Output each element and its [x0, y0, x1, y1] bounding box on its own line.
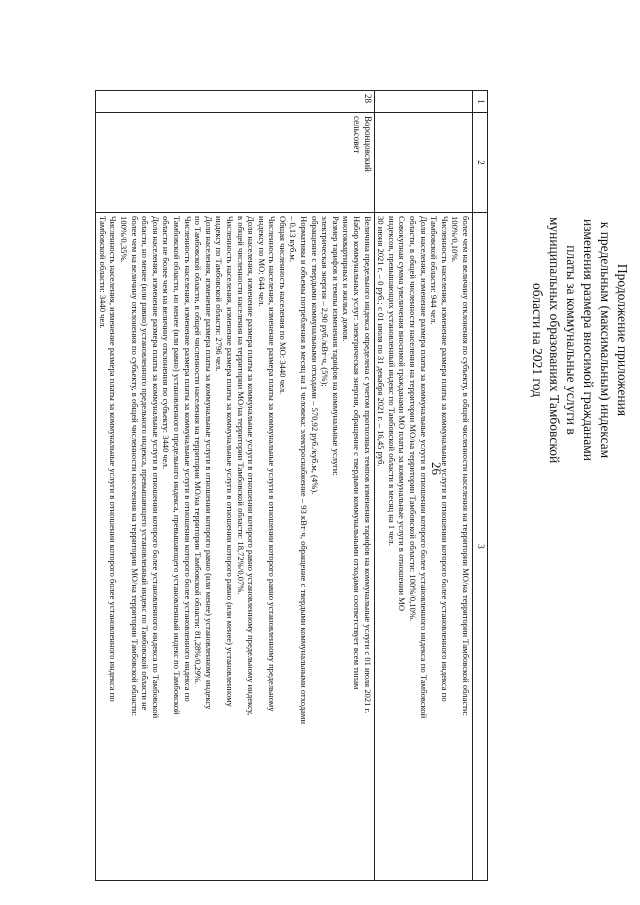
description-line: по Тамбовской области, в общей численности населения на территории МО/на территории Тамбовской области: 81,28%/0,29%.	[193, 216, 204, 685]
row-description-cell	[96, 213, 374, 881]
description-line: Численность населения, изменение размера платы за коммунальные услуги в отношении которого более установленного индекса по	[439, 216, 450, 702]
header-line-4: платы за коммунальные услуги в	[564, 245, 579, 435]
header-line-2: к предельным (максимальным) индексам	[598, 221, 613, 459]
appendix-header	[529, 90, 631, 590]
col-header-3: 3	[473, 213, 488, 881]
description-line: области не более чем на величину отклонения по субъекту: 3440 чел.	[161, 216, 172, 470]
description-line: индексу по МО: 644 чел.	[256, 216, 267, 307]
table-row	[96, 91, 374, 881]
description-line: электрическая энергия – 2,90 руб./кВт·ч, (5%);	[320, 216, 331, 387]
description-line: Доля населения, изменение размера платы за коммунальные услуги в отношении которого более установленного индекса по Тамбовской	[418, 216, 429, 719]
description-line: Тамбовской области: 944 чел.	[429, 216, 440, 325]
col-header-1: 1	[473, 91, 488, 113]
table-header-row	[473, 91, 488, 881]
description-line: обращение с твердыми коммунальными отходами – 570,92 руб./куб.м, (4%).	[309, 216, 320, 495]
description-line: Размер тарифов и темпы изменения тарифов на коммунальные услуги:	[330, 216, 341, 476]
description-line: Нормативы и объемы потребления в месяц на 1 человека: электроснабжение – 93 кВт·ч, обращение с твердыми коммунальными отходами	[299, 216, 310, 725]
indices-table	[95, 90, 488, 881]
row-number-cell	[374, 91, 472, 113]
description-line: Доля населения, изменение размера платы за коммунальные услуги в отношении которого равно установленному предельному индексу,	[246, 216, 257, 716]
row-description-cell	[374, 213, 472, 881]
header-line-1: Продолжение приложения	[615, 263, 630, 417]
description-line: Численность населения, изменение размера платы за коммунальные услуги в отношении которого более установленного индекса по	[108, 216, 119, 702]
description-line: более чем на величину отклонения по субъекту, в общей численности населения на территории МО/на территории Тамбовской области:	[129, 216, 140, 716]
description-line: области, в общей численности населения на территории МО/на территории Тамбовской области: 100%/0,10%.	[408, 216, 419, 622]
municipality-name-line-1: Воронцовский	[362, 116, 373, 172]
description-line: Совокупная сумма увеличения вносимой гражданами МО платы за коммунальные услуги в отношении МО	[397, 216, 408, 612]
description-line: многоквартирных и жилых домов.	[341, 216, 352, 342]
description-line: Численность населения, изменение размера платы за коммунальные услуги в отношении которого равно (или менее) установленному	[224, 216, 235, 707]
row-name-cell	[96, 113, 374, 213]
description-line: области, но менее (или равно) установленного предельного индекса, превышающего установленный индекс по Тамбовской области не	[140, 216, 151, 711]
table-row	[374, 91, 472, 881]
description-line: Набор коммунальных услуг: электрическая энергия, обращение с твердыми коммунальными отходами соответствует всем типам	[352, 216, 363, 690]
description-line: Общая численность населения по МО: 3440 чел.	[277, 216, 288, 395]
header-line-3: изменения размера вносимой гражданами	[581, 219, 596, 461]
description-line: индексу по Тамбовской области: 2796 чел.	[214, 216, 225, 372]
description-line: более чем на величину отклонения по субъекту, в общей численности населения на территории МО/на территории Тамбовской области:	[461, 216, 471, 716]
header-line-6: области на 2021 год	[530, 283, 545, 397]
header-line-5: муниципальных образованиях Тамбовской	[547, 216, 562, 464]
description-line: 100%/0,10%.	[450, 216, 461, 263]
page-number: 26	[429, 462, 444, 475]
description-line: Тамбовской области: 3440 чел.	[97, 216, 108, 329]
description-line: 30 июня 2021 г. – 0 руб.; с 01 июля по 31 декабря 2021 г. – 16,45 руб.	[376, 216, 387, 467]
description-line: 100%/0,35%.	[119, 216, 129, 263]
col-header-2: 2	[473, 113, 488, 213]
description-line: – 0,13 куб.м.	[288, 216, 299, 262]
description-line: Величина предельного индекса определена с учетом прогнозных темпов изменения тарифов на коммунальные услуги с 01 июля 2021 г.	[362, 216, 373, 714]
description-line: Численность населения, изменение размера платы за коммунальные услуги в отношении которого более установленного индекса по	[182, 216, 193, 702]
description-line: Численность населения, изменение размера платы за коммунальные услуги в отношении которого равно установленному предельному	[267, 216, 278, 712]
municipality-name-line-2: сельсовет	[352, 116, 363, 154]
description-line: Доля населения, изменение размера платы за коммунальные услуги в отношении которого равно (или менее) установленному индексу	[203, 216, 214, 710]
description-line: Доля населения, изменение размера платы за коммунальные услуги в отношении которого более установленного индекса по Тамбовской	[150, 216, 161, 719]
description-line: индексов, превышающих установленный индекс по Тамбовской области в месяц на 1 чел.	[386, 216, 397, 546]
description-line: в общей численности населения на территории МО/на территории Тамбовской области: 18,72%/0,07%.	[235, 216, 246, 595]
row-number-cell: 28	[96, 91, 374, 113]
description-line: Тамбовской области, но менее (или равно) установленного предельного индекса, превышающего установленный индекс по Тамбовской	[171, 216, 182, 715]
row-name-cell	[374, 113, 472, 213]
